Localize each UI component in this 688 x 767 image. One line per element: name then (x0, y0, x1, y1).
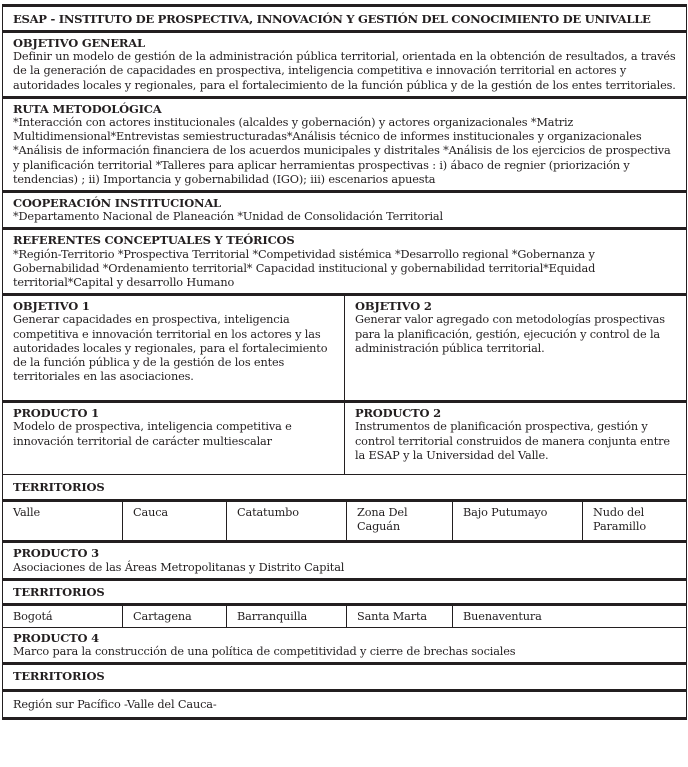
objetivo-2 (345, 296, 686, 400)
section-heading: REFERENTES CONCEPTUALES Y TEÓRICOS (13, 233, 295, 248)
territorio-cell: Cauca (123, 502, 227, 540)
document-title: ESAP - INSTITUTO DE PROSPECTIVA, INNOVACIÓN Y GESTIÓN DEL CONOCIMIENTO DE UNIVALLE (13, 12, 651, 26)
objetivo-heading: OBJETIVO 1 (13, 299, 90, 314)
section-text: Asociaciones de las Áreas Metropolitanas y Distrito Capital (13, 560, 345, 574)
section-ruta-metodologica (3, 96, 686, 190)
producto-1 (3, 403, 345, 474)
section-heading: OBJETIVO GENERAL (13, 36, 145, 50)
producto-text: Instrumentos de planificación prospectiva, gestión y control territorial construidos de manera conjunta entre la ESAP y la Universidad del Valle. (355, 420, 670, 462)
territorio-cell: Valle (3, 502, 123, 540)
territorio-cell: Cartagena (123, 606, 227, 627)
section-heading: RUTA METODOLÓGICA (13, 101, 162, 116)
section-producto-4 (3, 627, 686, 662)
territorio-cell: Buenaventura (463, 610, 542, 624)
territorios-row-3: Región sur Pacífico -Valle del Cauca- (3, 689, 686, 717)
producto-heading: PRODUCTO 1 (13, 406, 99, 421)
territorios-row-1 (3, 499, 686, 540)
territorio-cell: Catatumbo (227, 502, 347, 540)
objetivo-text: Generar valor agregado con metodologías prospectivas para la planificación, gestión, ejecución y control de la administración pública territorial. (355, 313, 665, 355)
section-objetivo-general (3, 30, 686, 96)
objetivo-text: Generar capacidades en prospectiva, inteligencia competitiva e innovación territorial en los actores y las autoridades locales y regionales, para el fortalecimiento de la función pública y de la gestión de los entes territoriales en las asociaciones. (13, 313, 328, 384)
territorios-heading-2: TERRITORIOS (3, 578, 686, 603)
document-table (2, 4, 687, 720)
section-producto-3 (3, 540, 686, 577)
section-text: Definir un modelo de gestión de la administración pública territorial, orientada en la obtención de resultados, a través de la generación de capacidades en prospectiva, inteligencia competitiva e innovación territorial en actores y autoridades locales y regionales, para el fortalecimiento de la función pública y de la gestión de los entes territoriales. (13, 50, 676, 92)
territorios-row-2 (3, 603, 686, 627)
section-text: *Departamento Nacional de Planeación *Unidad de Consolidación Territorial (13, 210, 443, 224)
section-heading: PRODUCTO 4 (13, 631, 99, 646)
productos-row (3, 400, 686, 474)
section-heading: PRODUCTO 3 (13, 546, 99, 561)
territorio-cell: Bogotá (3, 606, 123, 627)
section-referentes (3, 227, 686, 293)
section-text: *Interacción con actores institucionales (alcaldes y gobernación) y actores organizacionales *Matriz Multidimensional*Entrevistas semiestructuradas*Análisis técnico de informes institucionales y organizacionales *Análisis de información financiera de los acuerdos municipales y distritales *Análisis de los ejercicios de prospectiva y planificación territorial *Talleres para aplicar herramientas prospectivas : i) ábaco de regnier (priorización y tendencias) ; ii) Importancia y gobernabilidad (IGO); iii) escenarios apuesta (13, 116, 671, 186)
producto-2 (345, 403, 686, 474)
objetivo-1 (3, 296, 345, 400)
territorio-cell: Barranquilla (227, 606, 347, 627)
section-text: *Región-Territorio *Prospectiva Territorial *Competividad sistémica *Desarrollo regional *Gobernanza y Gobernabilidad *Ordenamiento territorial* Capacidad institucional y gobernabilidad territorial*Equidad territorial*Capital y desarrollo Humano (13, 247, 596, 290)
producto-heading: PRODUCTO 2 (355, 406, 441, 421)
producto-text: Modelo de prospectiva, inteligencia competitiva e innovación territorial de carácter multiescalar (13, 420, 292, 448)
objetivos-row (3, 293, 686, 400)
territorio-cell: Santa Marta (347, 606, 453, 627)
territorios-heading-3: TERRITORIOS (3, 662, 686, 688)
territorio-cell: Bajo Putumayo (453, 502, 583, 540)
section-heading: COOPERACIÓN INSTITUCIONAL (13, 196, 221, 211)
section-text: Marco para la construcción de una política de competitividad y cierre de brechas sociales (13, 645, 516, 659)
territorio-cell: Zona Del Caguán (347, 502, 453, 540)
territorios-heading-1: TERRITORIOS (3, 474, 686, 499)
objetivo-heading: OBJETIVO 2 (355, 299, 432, 314)
territorio-cell: Nudo del Paramillo (593, 506, 646, 534)
section-cooperacion (3, 190, 686, 227)
